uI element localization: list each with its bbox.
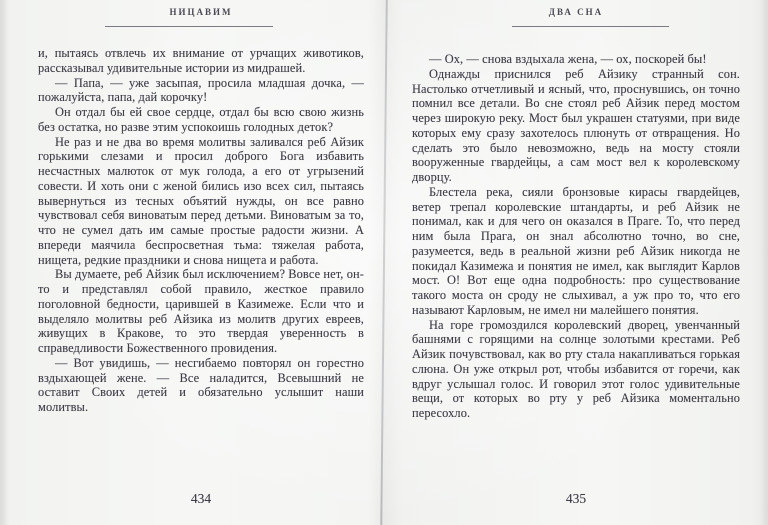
left-page-number: 434 — [190, 491, 212, 506]
paragraph: Однажды приснился реб Айзику странный сон. Настолько отчетливый и ясный, что, проснувшись, он точно помнил все детали. Во сне стоял реб Айзик перед мостом через широкую реку. Мост был украшен статуями, при виде которых ему сразу захотелось плюнуть от отвращения. Но сделать это было невозможно, ведь на мосту стояли вооруженные гвардейцы, а сам мост вел к королевскому дворцу. — [412, 66, 740, 184]
paragraph: Блестела река, сияли бронзовые кирасы гвардейцев, ветер трепал королевские штандарты, и реб Айзик не понимал, как и для чего он оказался в Праге. То, что перед ним была Прага, он знал абсолютно точно, во сне, разумеется, ведь в реальной жизни реб Айзик никогда не покидал Казимежа и понятия не имел, как выглядит Карлов мост. О! Вот еще одна подробность: про существование такого моста он сроду не слыхивал, а уж про то, что его называют Карловым, не имел ни малейшего понятия. — [412, 184, 740, 317]
left-page-body — [38, 46, 364, 415]
right-running-head: ДВА СНА — [548, 7, 604, 17]
paragraph: и, пытаясь отвлечь их внимание от урчащих животиков, рассказывал удивительные истории из мидрашей. — [38, 46, 364, 75]
paragraph: На горе громоздился королевский дворец, увенчанный башнями с горящими на солнце золотыми крестами. Реб Айзик почувствовал, как во рту стала накапливаться горькая слюна. Он уже открыл рот, чтобы избавится от горечи, как вдруг услышал голос. И говорил этот голос удивительные вещи, от которых во рту у реб Айзика моментально пересохло. — [412, 317, 740, 420]
paragraph: Не раз и не два во время молитвы заливался реб Айзик горькими слезами и просил доброго Бога избавить несчастных малюток от мук голода, а его от угрызений совести. И хоть они с женой бились изо всех сил, пытаясь вывернуться из тесных объятий нужды, он все равно чувствовал себя виноватым перед детьми. Виноватым за то, что не сумел дать им самые простые радости жизни. А впереди маячила беспросветная тьма: тяжелая работа, нищета, редкие праздники и снова нищета и работа. — [38, 134, 364, 267]
left-running-head: НИЦАВИМ — [169, 7, 233, 17]
right-page-number: 435 — [565, 491, 587, 506]
left-header-rule — [105, 26, 273, 27]
right-header-rule — [512, 26, 669, 27]
right-page-body — [412, 52, 740, 421]
paragraph: Он отдал бы ей свое сердце, отдал бы всю свою жизнь без остатка, но разве этим успокоишь голодных деток? — [38, 105, 364, 134]
paragraph: — Вот увидишь, — несгибаемо повторял он горестно вздыхающей жене. — Все наладится, Всевышний не оставит Своих детей и обязательно услышит наши молитвы. — [38, 355, 364, 414]
right-page — [384, 0, 768, 525]
paragraph: — Ох, — снова вздыхала жена, — ох, поскорей бы! — [429, 52, 707, 66]
paragraph: Вы думаете, реб Айзик был исключением? Вовсе нет, он-то и представлял собой правило, жесткое правило поголовной бедности, царившей в Казимеже. Если что и выделяло молитвы реб Айзика из молитв других евреев, живущих в Кракове, то это твердая уверенность в справедливости Божественного провидения. — [38, 267, 364, 355]
paragraph: — Папа, — уже засыпая, просила младшая дочка, — пожалуйста, папа, дай корочку! — [38, 75, 364, 105]
